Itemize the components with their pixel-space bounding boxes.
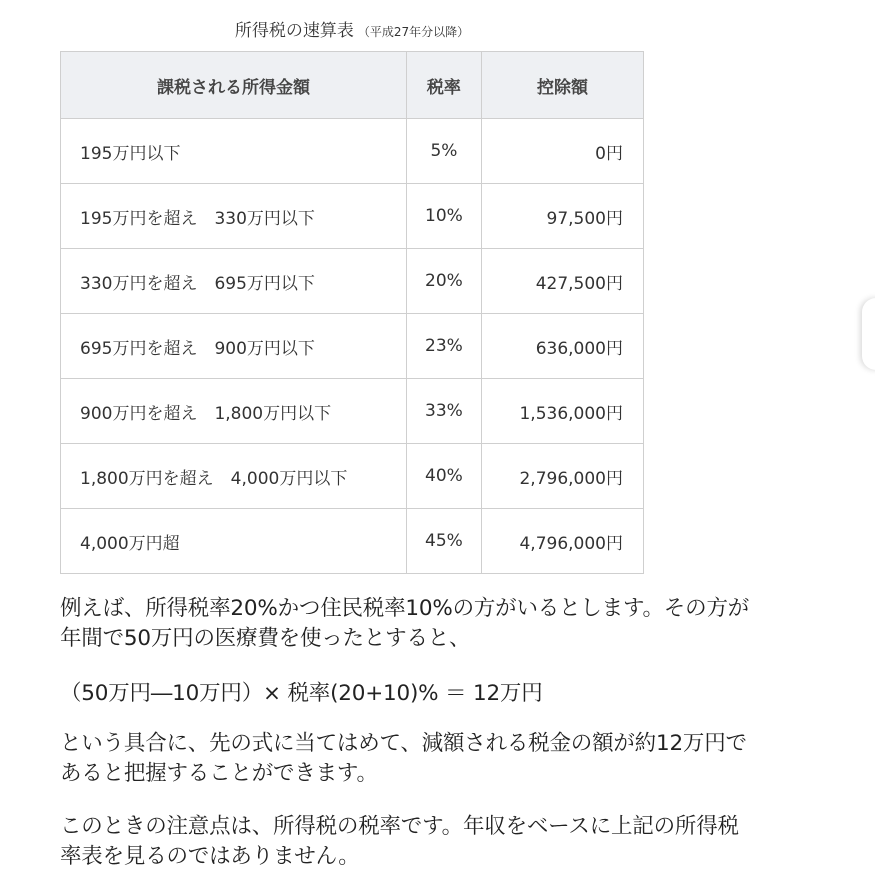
- rate-cell: 5%: [406, 119, 481, 184]
- deduction-cell: 427,500円: [481, 249, 643, 314]
- rate-cell: 23%: [406, 314, 481, 379]
- deduction-cell: 2,796,000円: [481, 444, 643, 509]
- paragraph-line: このときの注意点は、所得税の税率です。年収をベースに上記の所得税: [60, 814, 739, 839]
- header-rate: 税率: [406, 52, 481, 119]
- income-cell: 4,000万円超: [61, 509, 407, 574]
- income-cell: 195万円以下: [61, 119, 407, 184]
- income-cell: 195万円を超え 330万円以下: [61, 184, 407, 249]
- rate-cell: 40%: [406, 444, 481, 509]
- table-caption: [60, 14, 644, 49]
- example-paragraph: [60, 594, 860, 654]
- paragraph-line: 率表を見るのではありません。: [60, 844, 360, 869]
- income-cell: 330万円を超え 695万円以下: [61, 249, 407, 314]
- table-row: [61, 509, 644, 574]
- deduction-cell: 0円: [481, 119, 643, 184]
- formula-paragraph: [60, 679, 860, 709]
- deduction-cell: 4,796,000円: [481, 509, 643, 574]
- header-deduction: 控除額: [481, 52, 643, 119]
- income-cell: 1,800万円を超え 4,000万円以下: [61, 444, 407, 509]
- result-paragraph: [60, 729, 860, 789]
- income-cell: 900万円を超え 1,800万円以下: [61, 379, 407, 444]
- caution-paragraph: [60, 812, 860, 872]
- rate-cell: 20%: [406, 249, 481, 314]
- table-row: [61, 119, 644, 184]
- table-row: [61, 379, 644, 444]
- table-row: [61, 249, 644, 314]
- paragraph-line: という具合に、先の式に当てはめて、減額される税金の額が約12万円で: [60, 731, 747, 756]
- paragraph-line: 年間で50万円の医療費を使ったとすると、: [60, 626, 471, 651]
- table-header-row: [61, 52, 644, 119]
- deduction-cell: 1,536,000円: [481, 379, 643, 444]
- income-cell: 695万円を超え 900万円以下: [61, 314, 407, 379]
- tax-rate-table: [60, 51, 644, 574]
- rate-cell: 33%: [406, 379, 481, 444]
- table-row: [61, 444, 644, 509]
- paragraph-line: 例えば、所得税率20%かつ住民税率10%の方がいるとします。その方が: [60, 596, 750, 621]
- table-caption-title: 所得税の速算表: [234, 21, 354, 41]
- deduction-cell: 636,000円: [481, 314, 643, 379]
- rate-cell: 10%: [406, 184, 481, 249]
- table-caption-note: （平成27年分以降）: [357, 25, 470, 39]
- side-scroll-tab[interactable]: [862, 298, 875, 370]
- formula-line: （50万円―10万円）× 税率(20+10)% ＝ 12万円: [60, 681, 543, 706]
- rate-cell: 45%: [406, 509, 481, 574]
- paragraph-line: あると把握することができます。: [60, 761, 378, 786]
- table-row: [61, 184, 644, 249]
- deduction-cell: 97,500円: [481, 184, 643, 249]
- header-income: 課税される所得金額: [61, 52, 407, 119]
- table-row: [61, 314, 644, 379]
